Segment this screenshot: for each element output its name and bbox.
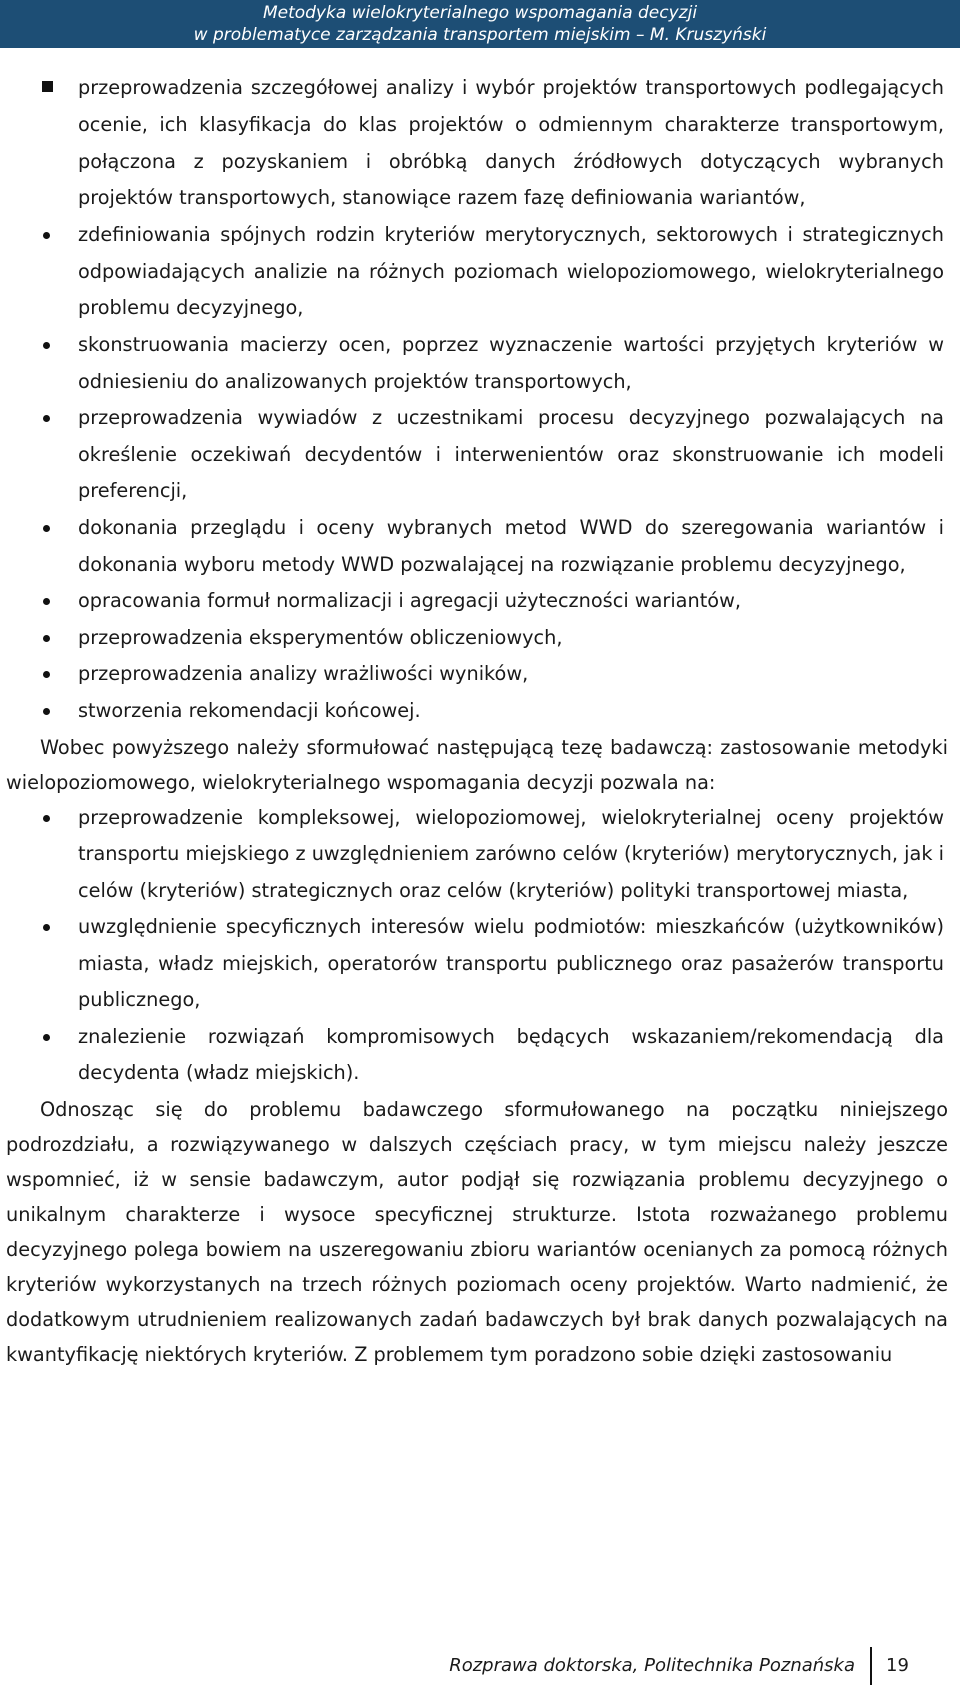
list-item-text: opracowania formuł normalizacji i agregacji użyteczności wariantów, <box>78 589 741 613</box>
page-footer <box>0 1645 960 1685</box>
list-item-text: uwzględnienie specyficznych interesów wielu podmiotów: mieszkańców (użytkowników) miasta, władz miejskich, operatorów transportu publicznego oraz pasażerów transportu publicznego, <box>78 915 944 1012</box>
list-item-text: przeprowadzenia eksperymentów obliczeniowych, <box>78 625 563 649</box>
thesis-bullet-list <box>0 800 960 1092</box>
square-bullet-list <box>0 70 960 217</box>
bullet-icon <box>43 525 50 532</box>
page-content <box>0 70 960 1372</box>
list-item-text: zdefiniowania spójnych rodzin kryteriów merytorycznych, sektorowych i strategicznych odpowiadających analizie na różnych poziomach wielopoziomowego, wielokryterialnego problemu decyzyjnego, <box>78 223 944 320</box>
thesis-paragraph: Wobec powyższego należy sformułować następującą tezę badawczą: zastosowanie metodyki wielopoziomowego, wielokryterialnego wspomagania decyzji pozwala na: <box>6 735 948 794</box>
list-item <box>0 70 960 217</box>
list-item-text: znalezienie rozwiązań kompromisowych będących wskazaniem/rekomendacją dla decydenta (władz miejskich). <box>78 1024 944 1085</box>
list-item-text: przeprowadzenia szczegółowej analizy i wybór projektów transportowych podlegających ocenie, ich klasyfikacja do klas projektów o odmiennym charakterze transportowym, połączona z pozyskaniem i obróbką danych źródłowych dotyczących wybranych projektów transportowych, stanowiące razem fazę definiowania wariantów, <box>78 76 944 210</box>
body-paragraph: Odnosząc się do problemu badawczego sformułowanego na początku niniejszego podrozdziału, a rozwiązywanego w dalszych częściach pracy, w tym miejscu należy jeszcze wspomnieć, iż w sensie badawczym, autor podjął się rozwiązania problemu decyzyjnego o unikalnym charakterze i wysoce specyficznej strukturze. Istota rozważanego problemu decyzyjnego polega bowiem na uszeregowaniu zbioru wariantów ocenianych za pomocą różnych kryteriów wykorzystanych na trzech różnych poziomach oceny projektów. Warto nadmienić, że dodatkowym utrudnieniem realizowanych zadań badawczych był brak danych pozwalających na kwantyfikację niektórych kryteriów. Z problemem tym poradzono sobie dzięki zastosowaniu <box>6 1097 948 1367</box>
bullet-icon <box>43 342 50 349</box>
bullet-icon <box>43 924 50 931</box>
list-item-text: przeprowadzenie kompleksowej, wielopoziomowej, wielokryterialnej oceny projektów transportu miejskiego z uwzględnieniem zarówno celów (kryteriów) merytorycznych, jak i celów (kryteriów) strategicznych oraz celów (kryteriów) polityki transportowej miasta, <box>78 805 944 902</box>
list-item <box>0 510 960 583</box>
footer-divider <box>870 1647 872 1685</box>
bullet-icon <box>43 598 50 605</box>
bullet-icon <box>43 815 50 822</box>
header-title-line2: w problematyce zarządzania transportem miejskim – M. Kruszyński <box>193 25 767 45</box>
bullet-icon <box>43 415 50 422</box>
header-title-line1: Metodyka wielokryterialnego wspomagania decyzji <box>262 3 698 23</box>
footer-source: Rozprawa doktorska, Politechnika Poznańska <box>449 1655 855 1676</box>
bullet-icon <box>43 708 50 715</box>
list-item-text: przeprowadzenia analizy wrażliwości wyników, <box>78 662 529 686</box>
list-item <box>0 656 960 693</box>
list-item <box>0 909 960 1019</box>
list-item-text: skonstruowania macierzy ocen, poprzez wyznaczenie wartości przyjętych kryteriów w odniesieniu do analizowanych projektów transportowych, <box>78 332 944 393</box>
list-item <box>0 800 960 910</box>
list-item-text: stworzenia rekomendacji końcowej. <box>78 698 421 722</box>
square-bullet-icon <box>42 81 53 92</box>
list-item <box>0 1019 960 1092</box>
list-item <box>0 693 960 730</box>
page-header <box>0 0 960 48</box>
bullet-list <box>0 217 960 729</box>
list-item-text: dokonania przeglądu i oceny wybranych metod WWD do szeregowania wariantów i dokonania wyboru metody WWD pozwalającej na rozwiązanie problemu decyzyjnego, <box>78 515 944 576</box>
bullet-icon <box>43 1034 50 1041</box>
page-number: 19 <box>886 1655 909 1676</box>
bullet-icon <box>43 671 50 678</box>
list-item <box>0 327 960 400</box>
bullet-icon <box>43 232 50 239</box>
list-item <box>0 400 960 510</box>
list-item-text: przeprowadzenia wywiadów z uczestnikami procesu decyzyjnego pozwalających na określenie oczekiwań decydentów i interwenientów oraz skonstruowanie ich modeli preferencji, <box>78 406 944 503</box>
list-item <box>0 583 960 620</box>
list-item <box>0 217 960 327</box>
bullet-icon <box>43 635 50 642</box>
list-item <box>0 620 960 657</box>
